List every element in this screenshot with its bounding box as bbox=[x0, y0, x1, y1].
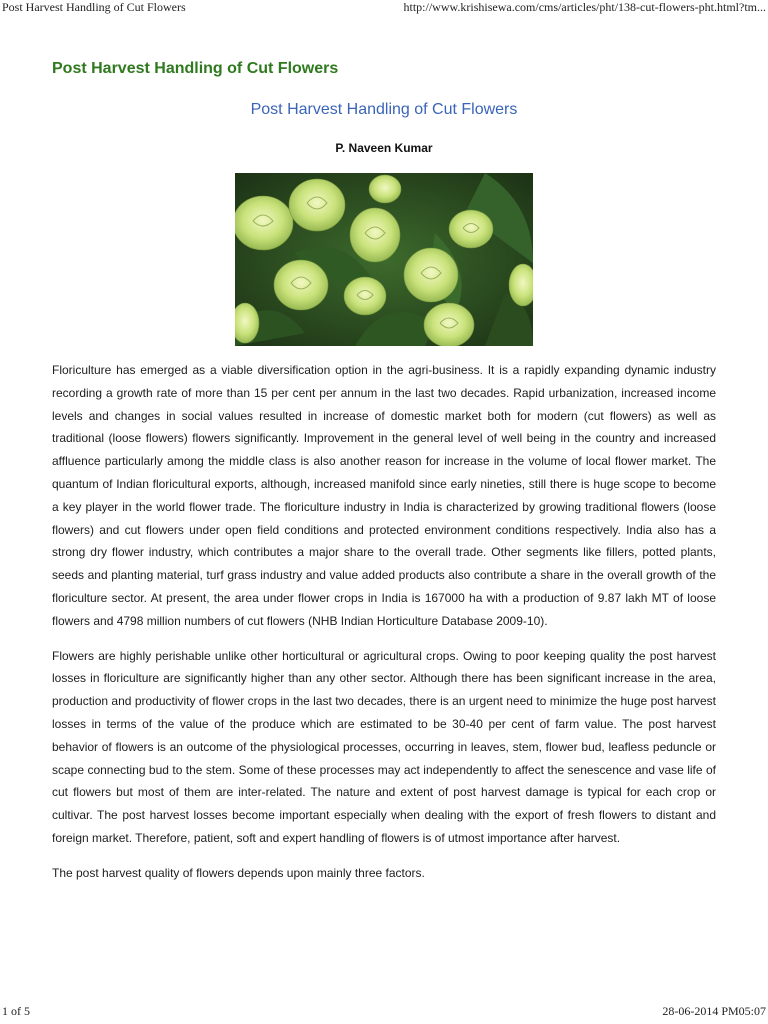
print-header bbox=[0, 0, 768, 16]
page-count: 1 of 5 bbox=[2, 1004, 30, 1018]
article-author: P. Naveen Kumar bbox=[335, 141, 433, 155]
print-timestamp: 28-06-2014 PM05:07 bbox=[662, 1004, 766, 1018]
page-title: Post Harvest Handling of Cut Flowers bbox=[52, 60, 339, 77]
print-footer bbox=[0, 1004, 768, 1020]
article-title: Post Harvest Handling of Cut Flowers bbox=[250, 101, 518, 118]
paragraph-1: Floriculture has emerged as a viable diversification option in the agri-business. It is a rapidly expanding dynamic industry recording a growth rate of more than 15 per cent per annum in the last two decades. Rapid urbanization, increased income levels and changes in social values resulted in increase of domestic market both for modern (cut flowers) as well as traditional (loose flowers) flowers significantly. Improvement in the general level of well being in the country and increased affluence particularly among the middle class is also another reason for increase in the volume of local flower market. The quantum of Indian floricultural exports, although, increased manifold since early nineties, still there is huge scope to become a key player in the world flower trade. The floriculture industry in India is characterized by growing traditional flowers (loose flowers) and cut flowers under open field conditions and protected environment conditions respectively. India also has a strong dry flower industry, which contributes a major share to the overall trade. Other segments like fillers, potted plants, seeds and planting material, turf grass industry and value added products also contribute a share in the overall growth of the floriculture sector. At present, the area under flower crops in India is 167000 ha with a production of 9.87 lakh MT of loose flowers and 4798 million numbers of cut flowers (NHB Indian Horticulture Database 2009-10). bbox=[52, 363, 716, 628]
cut-flowers-photo bbox=[235, 173, 533, 346]
print-header-title: Post Harvest Handling of Cut Flowers bbox=[2, 0, 186, 14]
article-body bbox=[52, 359, 716, 897]
print-header-url: http://www.krishisewa.com/cms/articles/pht/138-cut-flowers-pht.html?tm... bbox=[403, 0, 766, 14]
paragraph-2: Flowers are highly perishable unlike other horticultural or agricultural crops. Owing to poor keeping quality the post harvest losses in floriculture are significantly higher than any other sector. Although there has been significant increase in the area, production and productivity of flower crops in the last two decades, there is an urgent need to minimize the huge post harvest losses in terms of the value of the produce which are estimated to be 30-40 per cent of farm value. The post harvest behavior of flowers is an outcome of the physiological processes, occurring in leaves, stem, flower bud, leafless peduncle or scape connecting bud to the stem. Some of these processes may act independently to affect the senescence and vase life of cut flowers but most of them are inter-related. The nature and extent of post harvest damage is typical for each crop or cultivar. The post harvest losses become important especially when dealing with the export of fresh flowers to distant and foreign market. Therefore, patient, soft and expert handling of flowers is of utmost importance after harvest. bbox=[52, 648, 716, 845]
paragraph-3: The post harvest quality of flowers depends upon mainly three factors. bbox=[52, 865, 425, 880]
